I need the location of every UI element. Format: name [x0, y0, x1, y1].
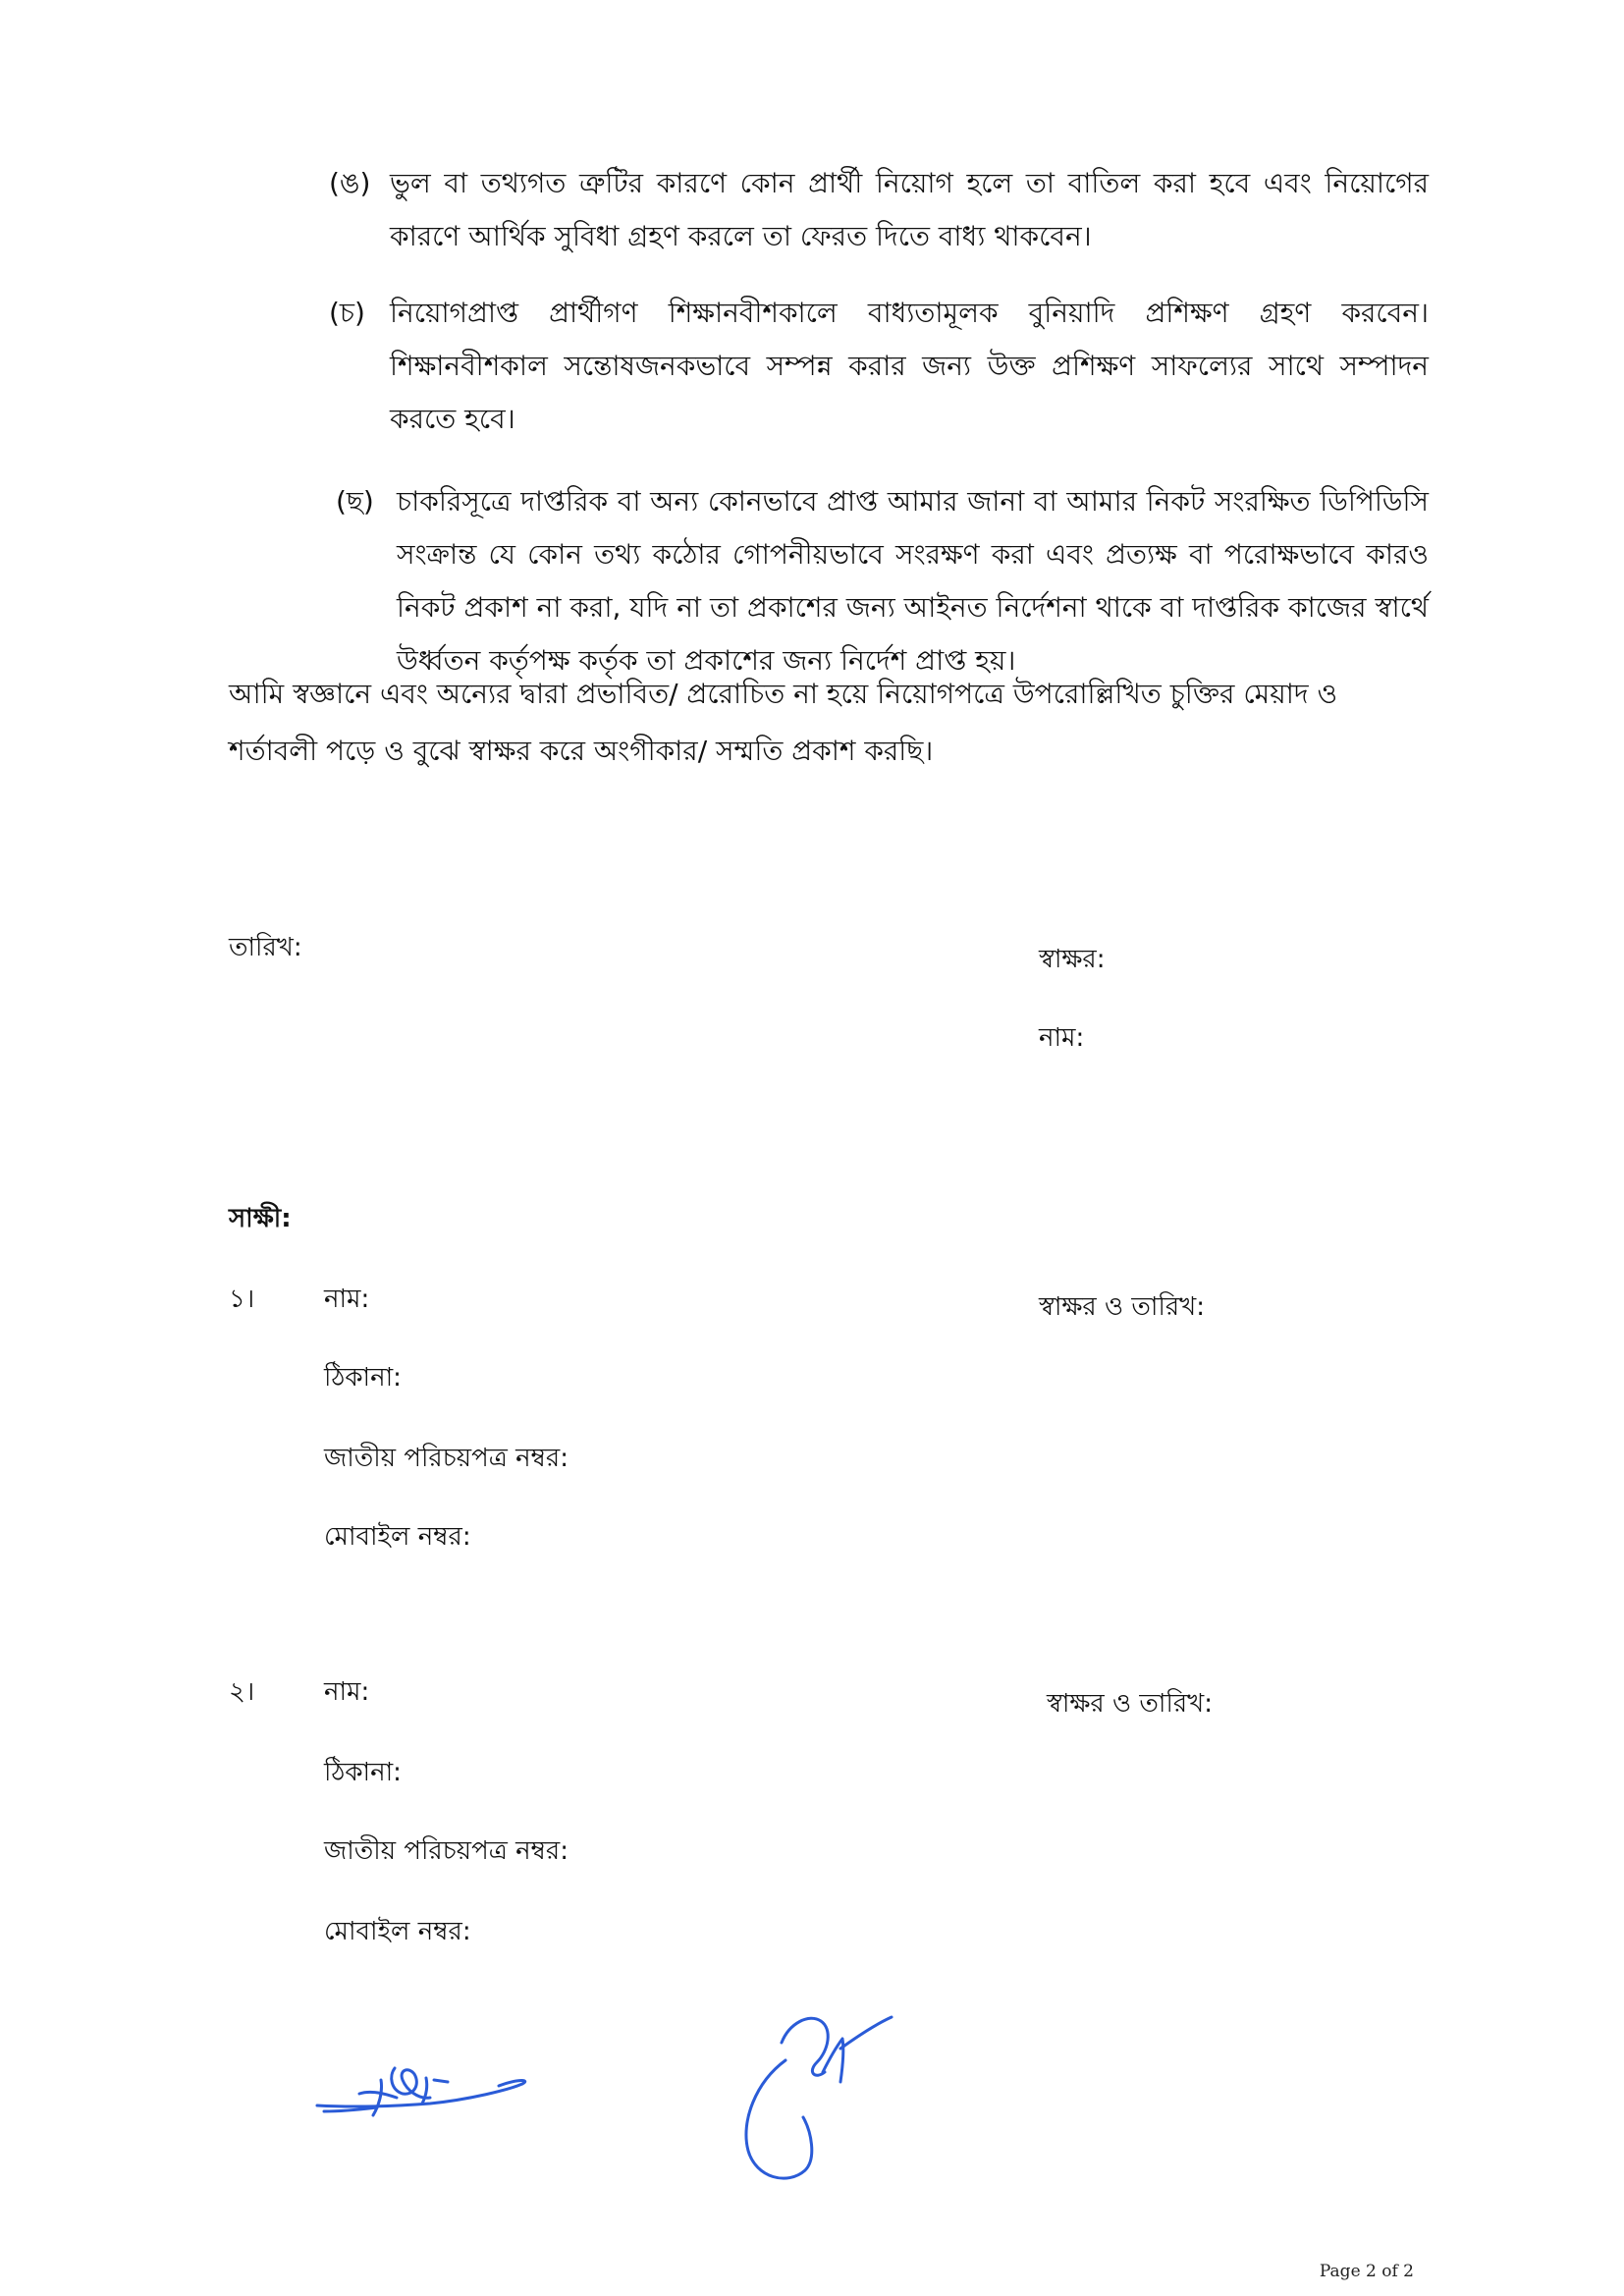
clause-chha: [336, 475, 1429, 687]
handwritten-signature-1: [312, 2050, 538, 2139]
handwritten-signature-2: [727, 2003, 903, 2190]
signature-ink: [317, 2068, 525, 2115]
witness-heading: সাক্ষী:: [229, 1204, 292, 1233]
witness-sign-date-label: স্বাক্ষর ও তারিখ:: [1039, 1292, 1206, 1322]
date-label: তারিখ:: [229, 933, 302, 962]
witness-mobile-label: মোবাইল নম্বর:: [324, 1522, 471, 1552]
clause-marker: (ছ): [336, 485, 374, 518]
clause-text: ভুল বা তথ্যগত ত্রুটির কারণে কোন প্রার্থী নিয়োগ হলে তা বাতিল করা হবে এবং নিয়োগের কারণে আর্থিক সুবিধা গ্রহণ করলে তা ফেরত দিতে বাধ্য থাকবেন।: [390, 167, 1429, 252]
signature-label: স্বাক্ষর:: [1039, 945, 1106, 974]
witness-number: ১।: [229, 1285, 255, 1314]
clause-marker: (চ): [329, 297, 365, 329]
witness-name-label: নাম:: [324, 1677, 370, 1707]
page-number: Page 2 of 2: [1319, 2262, 1414, 2281]
witness-sign-date-label: স্বাক্ষর ও তারিখ:: [1047, 1689, 1214, 1719]
witness-number: ২।: [229, 1677, 255, 1707]
clause-marker: (ঙ): [329, 167, 371, 199]
witness-nid-label: জাতীয় পরিচয়পত্র নম্বর:: [324, 1836, 568, 1866]
witness-address-label: ঠিকানা:: [324, 1363, 402, 1393]
witness-nid-label: জাতীয় পরিচয়পত্র নম্বর:: [324, 1444, 568, 1473]
witness-mobile-label: মোবাইল নম্বর:: [324, 1917, 471, 1946]
signature-ink: [746, 2017, 892, 2178]
name-label: নাম:: [1039, 1023, 1085, 1053]
clause-nga: [329, 157, 1429, 263]
clause-text: নিয়োগপ্রাপ্ত প্রার্থীগণ শিক্ষানবীশকালে বাধ্যতামূলক বুনিয়াদি প্রশিক্ষণ গ্রহণ করবেন। শিক্ষানবীশকাল সন্তোষজনকভাবে সম্পন্ন করার জন্য উক্ত প্রশিক্ষণ সাফল্যের সাথে সম্পাদন করতে হবে।: [390, 297, 1429, 435]
declaration-paragraph: আমি স্বজ্ঞানে এবং অন্যের দ্বারা প্রভাবিত/ প্ররোচিত না হয়ে নিয়োগপত্রে উপরোল্লিখিত চুক্তির মেয়াদ ও শর্তাবলী পড়ে ও বুঝে স্বাক্ষর করে অংগীকার/ সম্মতি প্রকাশ করছি।: [229, 678, 1338, 767]
witness-address-label: ঠিকানা:: [324, 1758, 402, 1787]
clause-text: চাকরিসূত্রে দাপ্তরিক বা অন্য কোনভাবে প্রাপ্ত আমার জানা বা আমার নিকট সংরক্ষিত ডিপিডিসি সংক্রান্ত যে কোন তথ্য কঠোর গোপনীয়ভাবে সংরক্ষণ করা এবং প্রত্যক্ষ বা পরোক্ষভাবে কারও নিকট প্রকাশ না করা, যদি না তা প্রকাশের জন্য আইনত নির্দেশনা থাকে বা দাপ্তরিক কাজের স্বার্থে উর্ধ্বতন কর্তৃপক্ষ কর্তৃক তা প্রকাশের জন্য নির্দেশ প্রাপ্ত হয়।: [397, 485, 1429, 677]
witness-name-label: নাম:: [324, 1285, 370, 1314]
clause-cha: [329, 287, 1429, 446]
